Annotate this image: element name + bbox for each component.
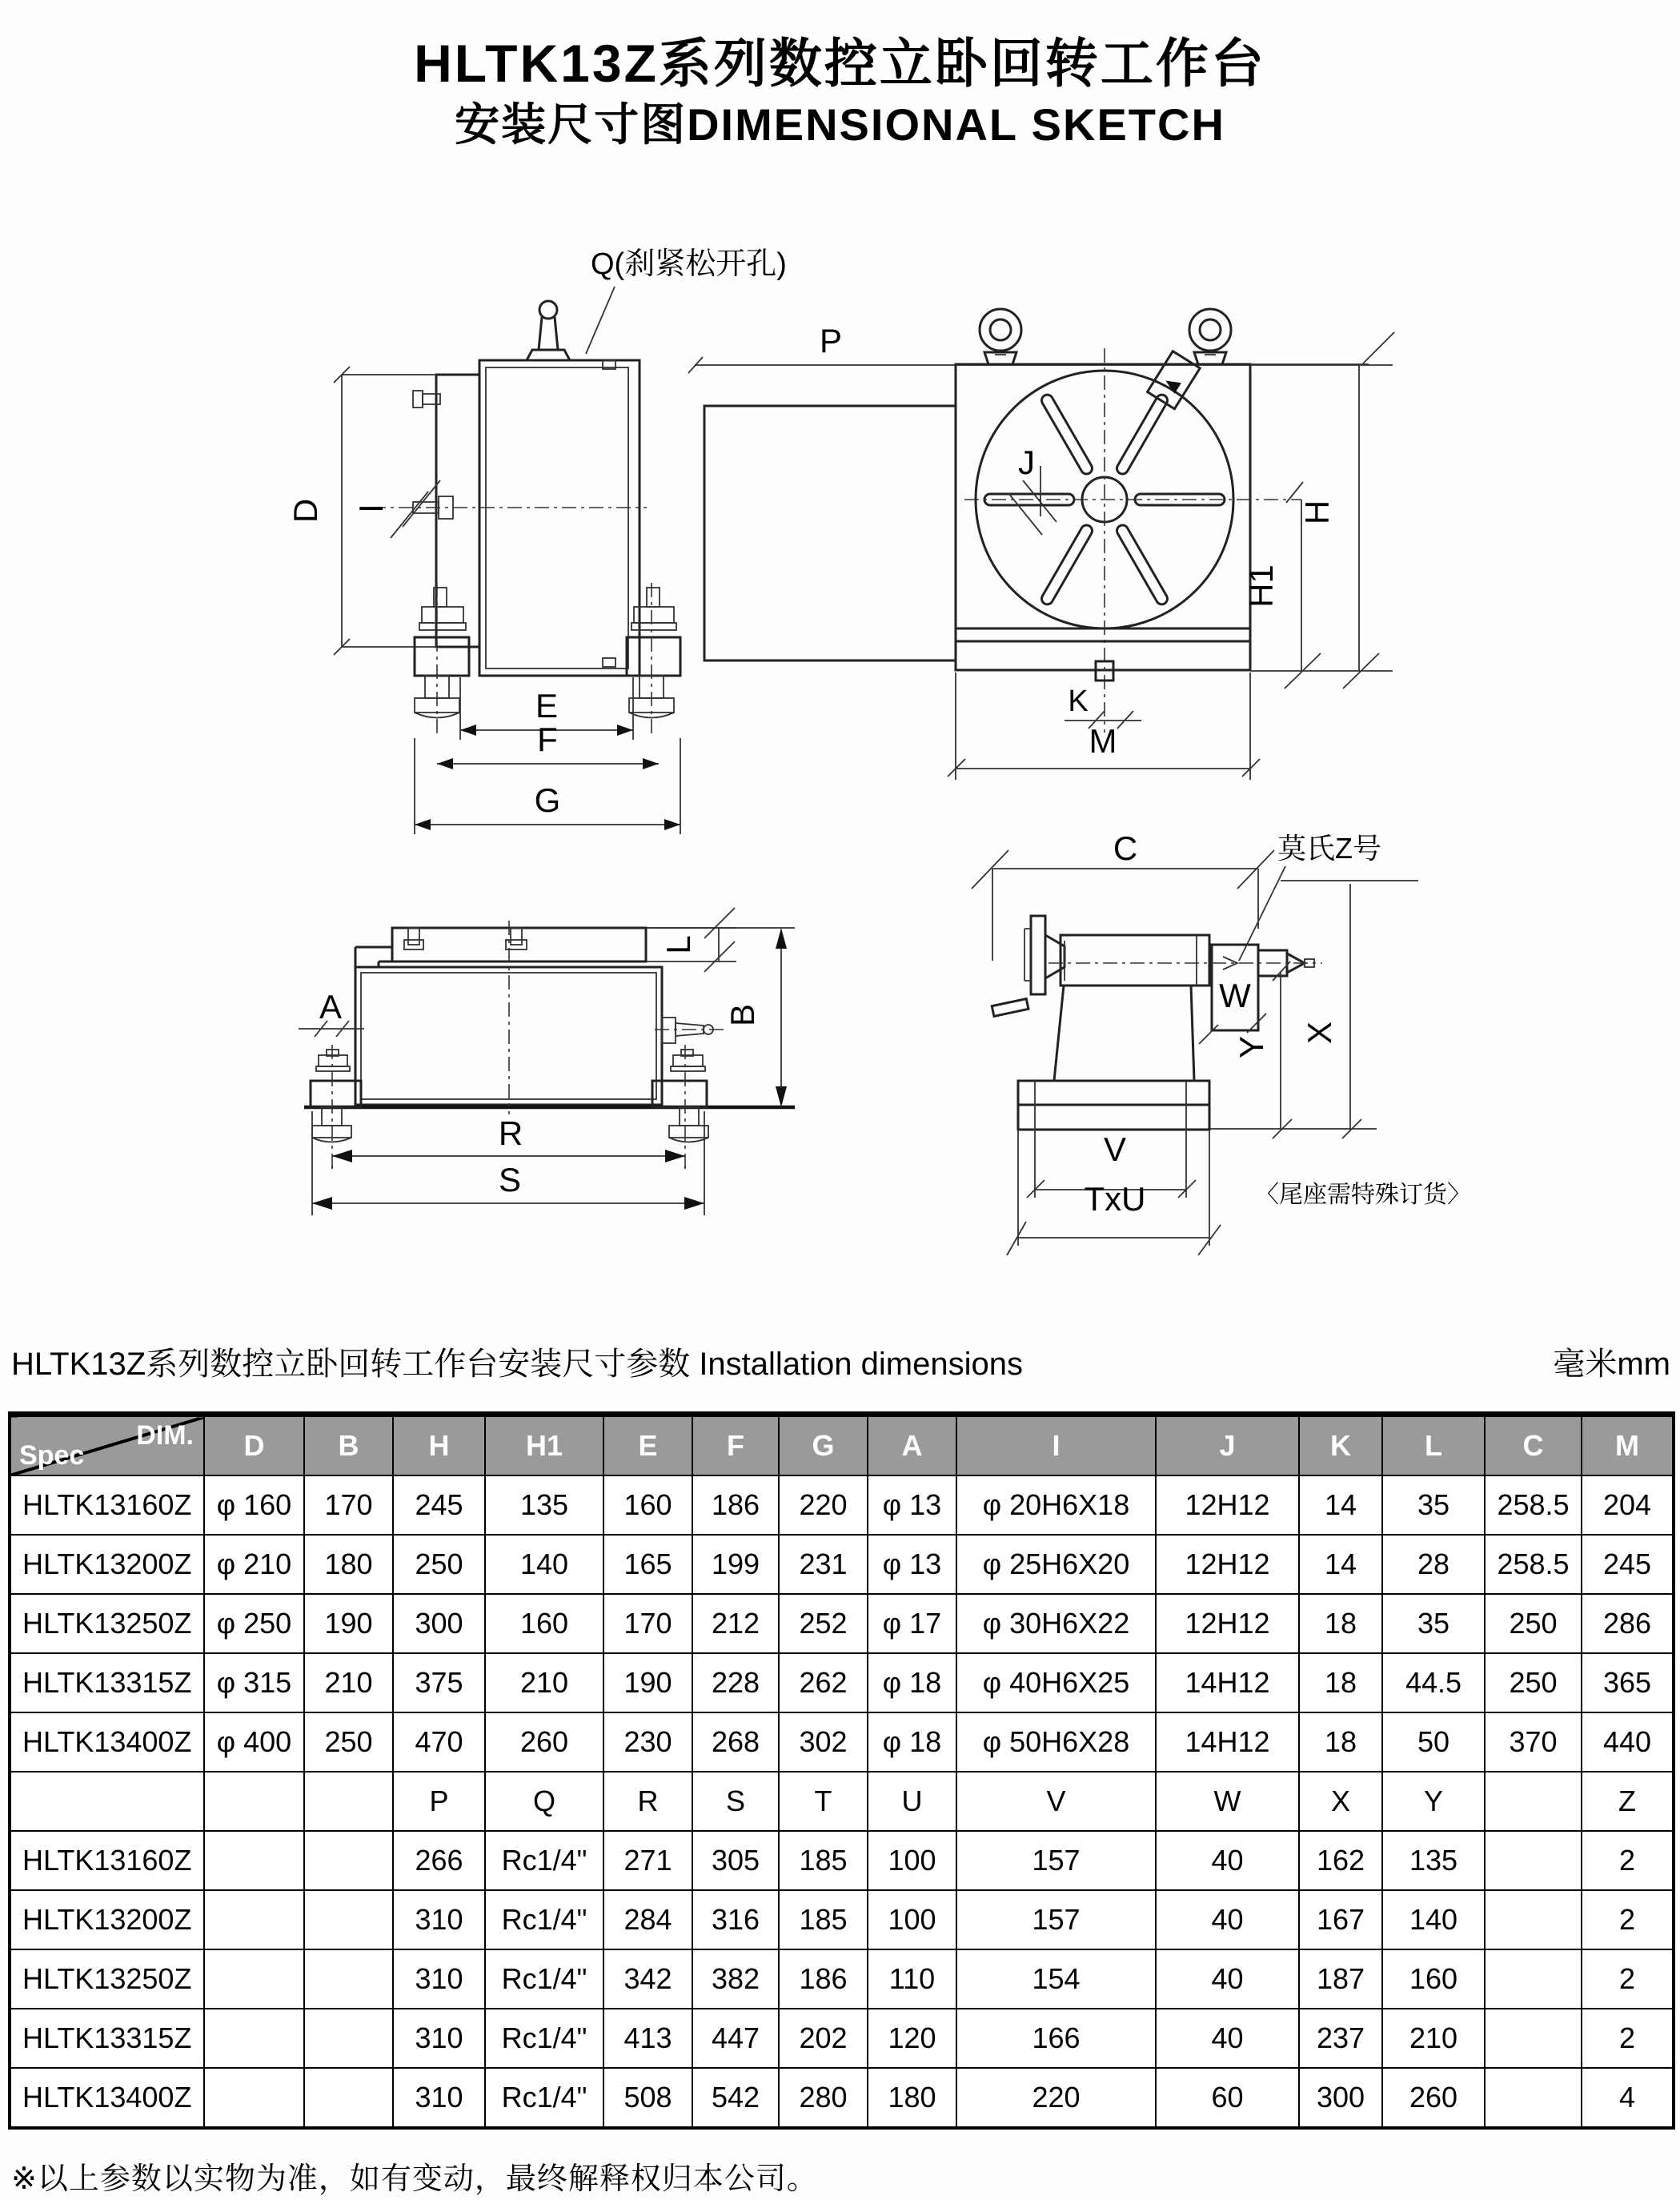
- table-cell: 210: [1382, 2009, 1485, 2068]
- table-cell: 2: [1582, 1949, 1674, 2009]
- table-cell: 166: [956, 2009, 1156, 2068]
- dim-label-txu: TxU: [1084, 1180, 1146, 1218]
- dim-label-d: D: [287, 498, 324, 524]
- table-cell: 14: [1299, 1535, 1382, 1594]
- table-cell: [1485, 2068, 1582, 2128]
- table-cell: φ 250: [204, 1594, 304, 1653]
- table-cell: 262: [779, 1653, 868, 1712]
- table-caption: HLTK13Z系列数控立卧回转工作台安装尺寸参数 Installation dimensions: [11, 1347, 1023, 1382]
- dim-label-m: M: [1089, 722, 1117, 760]
- table-cell: [1485, 1831, 1582, 1890]
- table-cell: φ 18: [868, 1653, 956, 1712]
- column-header: L: [1382, 1415, 1485, 1476]
- unit-label: 毫米mm: [1553, 1347, 1670, 1382]
- table-cell: 542: [692, 2068, 779, 2128]
- table-cell: 190: [603, 1653, 692, 1712]
- table-cell: 250: [393, 1535, 485, 1594]
- base: [1018, 1081, 1209, 1130]
- table-cell: 245: [1582, 1535, 1674, 1594]
- table-cell: [304, 2009, 393, 2068]
- table-cell: 44.5: [1382, 1653, 1485, 1712]
- body-horizontal: [304, 921, 795, 1114]
- corner-spec-label: Spec: [19, 1440, 85, 1471]
- table-cell: 382: [692, 1949, 779, 2009]
- dim-label-a: A: [319, 988, 343, 1026]
- table-cell: 250: [1485, 1653, 1582, 1712]
- column-header: F: [692, 1415, 779, 1476]
- table-cell: 266: [393, 1831, 485, 1890]
- table-cell: φ 400: [204, 1712, 304, 1772]
- table-cell: 180: [304, 1535, 393, 1594]
- spec-cell: HLTK13400Z: [10, 1712, 204, 1772]
- morse-leader-line: [1239, 866, 1418, 961]
- table-cell: 40: [1156, 2009, 1299, 2068]
- table-cell: 342: [603, 1949, 692, 2009]
- c-dimension: [972, 829, 1274, 961]
- table-cell: 40: [1156, 1831, 1299, 1890]
- table-row: [10, 2009, 1674, 2068]
- clamp-handle: [527, 301, 570, 360]
- table-cell: 375: [393, 1653, 485, 1712]
- mid-column-header: R: [603, 1772, 692, 1831]
- table-cell: φ 30H6X22: [956, 1594, 1156, 1653]
- table-cell: 100: [868, 1831, 956, 1890]
- side-housing: [704, 406, 956, 660]
- table-cell: 204: [1582, 1475, 1674, 1535]
- table-cell: 18: [1299, 1594, 1382, 1653]
- dim-label-w: W: [1219, 977, 1251, 1014]
- table-cell: φ 20H6X18: [956, 1475, 1156, 1535]
- column-header: I: [956, 1415, 1156, 1476]
- table-cell: [204, 1949, 304, 2009]
- table-cell: 271: [603, 1831, 692, 1890]
- q-hole-label: Q(刹紧松开孔): [591, 247, 787, 281]
- table-cell: Rc1/4": [485, 2009, 603, 2068]
- table-cell: 210: [485, 1653, 603, 1712]
- table-row: [10, 1831, 1674, 1890]
- table-cell: Rc1/4": [485, 2068, 603, 2128]
- table-section-2: [10, 1831, 1674, 2128]
- table-cell: 185: [779, 1831, 868, 1890]
- dim-label-h: H: [1298, 500, 1336, 525]
- dim-label-s: S: [498, 1161, 522, 1198]
- table-cell: 14H12: [1156, 1712, 1299, 1772]
- table-cell: 12H12: [1156, 1475, 1299, 1535]
- handwheel: [992, 916, 1065, 1016]
- table-cell: 470: [393, 1712, 485, 1772]
- table-cell: [304, 1831, 393, 1890]
- mid-header-spacer: [10, 1772, 204, 1831]
- spec-cell: HLTK13250Z: [10, 1594, 204, 1653]
- dim-label-g: G: [534, 781, 561, 819]
- drawing-front-view: [688, 288, 1680, 849]
- spec-cell: HLTK13250Z: [10, 1949, 204, 2009]
- column-header: G: [779, 1415, 868, 1476]
- table-cell: 268: [692, 1712, 779, 1772]
- spec-cell: HLTK13315Z: [10, 2009, 204, 2068]
- mid-column-header: [1485, 1772, 1582, 1831]
- dim-label-i: I: [352, 504, 390, 513]
- table-cell: 2: [1582, 1890, 1674, 1949]
- table-row: [10, 1712, 1674, 1772]
- dim-label-h1: H1: [1242, 564, 1280, 608]
- table-cell: 180: [868, 2068, 956, 2128]
- mid-column-header: Y: [1382, 1772, 1485, 1831]
- table-cell: 280: [779, 2068, 868, 2128]
- table-cell: 260: [485, 1712, 603, 1772]
- mid-column-header: [304, 1772, 393, 1831]
- table-cell: 14: [1299, 1475, 1382, 1535]
- dim-label-e: E: [535, 687, 559, 725]
- table-cell: 154: [956, 1949, 1156, 2009]
- table-cell: 310: [393, 1890, 485, 1949]
- mid-column-header: Q: [485, 1772, 603, 1831]
- table-cell: 310: [393, 2009, 485, 2068]
- spec-cell: HLTK13200Z: [10, 1890, 204, 1949]
- eye-bolt-left: [980, 309, 1021, 364]
- mid-column-header: U: [868, 1772, 956, 1831]
- table-cell: Rc1/4": [485, 1890, 603, 1949]
- column-header: K: [1299, 1415, 1382, 1476]
- table-cell: 310: [393, 1949, 485, 2009]
- table-cell: 310: [393, 2068, 485, 2128]
- q-leader-line: [586, 287, 615, 354]
- table-row: [10, 1653, 1674, 1712]
- table-cell: 157: [956, 1831, 1156, 1890]
- table-cell: 135: [1382, 1831, 1485, 1890]
- corner-dim-label: DIM.: [136, 1420, 194, 1451]
- table-cell: [204, 1831, 304, 1890]
- table-cell: 302: [779, 1712, 868, 1772]
- table-cell: [1485, 1949, 1582, 2009]
- i-dimension: [352, 480, 440, 538]
- dim-label-v: V: [1103, 1130, 1127, 1168]
- table-cell: 2: [1582, 1831, 1674, 1890]
- table-cell: 440: [1582, 1712, 1674, 1772]
- table-cell: 167: [1299, 1890, 1382, 1949]
- table-cell: 370: [1485, 1712, 1582, 1772]
- table-cell: 14H12: [1156, 1653, 1299, 1712]
- table-row: [10, 1890, 1674, 1949]
- table-cell: [304, 1949, 393, 2009]
- table-cell: 186: [692, 1475, 779, 1535]
- table-cell: 12H12: [1156, 1535, 1299, 1594]
- table-cell: 50: [1382, 1712, 1485, 1772]
- table-cell: [1485, 1890, 1582, 1949]
- table-cell: 2: [1582, 2009, 1674, 2068]
- table-cell: 35: [1382, 1594, 1485, 1653]
- table-cell: 305: [692, 1831, 779, 1890]
- l-dimension: [646, 908, 736, 972]
- mid-header-row: [10, 1772, 1674, 1831]
- table-cell: φ 13: [868, 1475, 956, 1535]
- spec-cell: HLTK13315Z: [10, 1653, 204, 1712]
- morse-taper-label: 莫氏Z号: [1277, 832, 1381, 865]
- side-shaft: [655, 1018, 724, 1043]
- m-dimension: [948, 672, 1260, 780]
- table-cell: 258.5: [1485, 1535, 1582, 1594]
- table-cell: 220: [956, 2068, 1156, 2128]
- table-cell: 160: [485, 1594, 603, 1653]
- mid-column-header: P: [393, 1772, 485, 1831]
- table-cell: 228: [692, 1653, 779, 1712]
- dim-label-j: J: [1018, 444, 1035, 481]
- table-cell: [204, 1890, 304, 1949]
- dim-label-x: X: [1301, 1021, 1338, 1045]
- spec-cell: HLTK13200Z: [10, 1535, 204, 1594]
- dim-label-l: L: [660, 935, 697, 954]
- table-body: [436, 360, 640, 676]
- table-cell: 165: [603, 1535, 692, 1594]
- dim-label-p: P: [819, 322, 843, 359]
- mid-column-header: S: [692, 1772, 779, 1831]
- table-cell: [204, 2068, 304, 2128]
- corner-cell: [10, 1415, 204, 1476]
- table-cell: 190: [304, 1594, 393, 1653]
- table-cell: 250: [304, 1712, 393, 1772]
- table-cell: 170: [603, 1594, 692, 1653]
- dim-label-k: K: [1068, 684, 1089, 718]
- table-cell: 40: [1156, 1890, 1299, 1949]
- table-row: [10, 1475, 1674, 1535]
- drawing-horizontal-side-view: [288, 905, 808, 1241]
- table-cell: 60: [1156, 2068, 1299, 2128]
- table-cell: 237: [1299, 2009, 1382, 2068]
- table-cell: 4: [1582, 2068, 1674, 2128]
- table-cell: 186: [779, 1949, 868, 2009]
- column-header: A: [868, 1415, 956, 1476]
- table-cell: 187: [1299, 1949, 1382, 2009]
- mid-column-header: V: [956, 1772, 1156, 1831]
- drawing-tailstock-view: [944, 829, 1680, 1281]
- table-row: [10, 2068, 1674, 2128]
- mid-column-header: [204, 1772, 304, 1831]
- column-header: J: [1156, 1415, 1299, 1476]
- table-cell: 286: [1582, 1594, 1674, 1653]
- table-cell: 170: [304, 1475, 393, 1535]
- column-header: E: [603, 1415, 692, 1476]
- table-cell: φ 25H6X20: [956, 1535, 1156, 1594]
- table-cell: φ 18: [868, 1712, 956, 1772]
- tailstock-note: 〈尾座需特殊订货〉: [1255, 1182, 1471, 1208]
- mid-column-header: T: [779, 1772, 868, 1831]
- column-header: H: [393, 1415, 485, 1476]
- table-cell: 110: [868, 1949, 956, 2009]
- table-cell: 12H12: [1156, 1594, 1299, 1653]
- table-row: [10, 1949, 1674, 2009]
- table-row: [10, 1594, 1674, 1653]
- table-cell: 413: [603, 2009, 692, 2068]
- dim-label-r: R: [498, 1114, 523, 1152]
- table-front-body: [956, 364, 1250, 670]
- table-cell: 140: [485, 1535, 603, 1594]
- table-cell: 202: [779, 2009, 868, 2068]
- table-cell: 230: [603, 1712, 692, 1772]
- table-cell: [304, 1890, 393, 1949]
- table-cell: 316: [692, 1890, 779, 1949]
- spec-cell: HLTK13160Z: [10, 1475, 204, 1535]
- column-header: B: [304, 1415, 393, 1476]
- spec-cell: HLTK13400Z: [10, 2068, 204, 2128]
- eye-bolt-right: [1189, 309, 1231, 364]
- table-cell: 162: [1299, 1831, 1382, 1890]
- table-cell: 120: [868, 2009, 956, 2068]
- mid-column-header: X: [1299, 1772, 1382, 1831]
- table-cell: φ 315: [204, 1653, 304, 1712]
- table-cell: 212: [692, 1594, 779, 1653]
- dim-label-f: F: [537, 721, 558, 758]
- table-cell: φ 17: [868, 1594, 956, 1653]
- table-cell: 18: [1299, 1653, 1382, 1712]
- footnote: ※以上参数以实物为准，如有变动，最终解释权归本公司。: [11, 2162, 818, 2196]
- table-cell: 508: [603, 2068, 692, 2128]
- table-cell: 284: [603, 1890, 692, 1949]
- table-cell: 140: [1382, 1890, 1485, 1949]
- table-cell: Rc1/4": [485, 1949, 603, 2009]
- table-cell: 220: [779, 1475, 868, 1535]
- flange-bolts: [413, 391, 453, 519]
- table-cell: 258.5: [1485, 1475, 1582, 1535]
- table-cell: [304, 2068, 393, 2128]
- table-cell: 100: [868, 1890, 956, 1949]
- page-subtitle: 安装尺寸图DIMENSIONAL SKETCH: [455, 99, 1225, 150]
- column-header: D: [204, 1415, 304, 1476]
- table-cell: φ 50H6X28: [956, 1712, 1156, 1772]
- table-cell: 210: [304, 1653, 393, 1712]
- mid-column-header: W: [1156, 1772, 1299, 1831]
- h-dimension: [1250, 364, 1393, 689]
- table-cell: 160: [1382, 1949, 1485, 2009]
- table-cell: 40: [1156, 1949, 1299, 2009]
- w-dimension: [1199, 977, 1266, 1044]
- dim-label-y: Y: [1233, 1035, 1270, 1059]
- table-cell: [204, 2009, 304, 2068]
- installation-dimensions-table: [8, 1411, 1675, 2130]
- table-cell: 300: [393, 1594, 485, 1653]
- table-cell: 157: [956, 1890, 1156, 1949]
- table-cell: [1485, 2009, 1582, 2068]
- table-cell: 252: [779, 1594, 868, 1653]
- k-dimension: [1065, 661, 1141, 729]
- dim-label-b: B: [724, 1003, 761, 1027]
- table-cell: 447: [692, 2009, 779, 2068]
- mid-column-header: Z: [1582, 1772, 1674, 1831]
- table-cell: 18: [1299, 1712, 1382, 1772]
- dim-label-c: C: [1113, 829, 1138, 867]
- header-row: [10, 1415, 1674, 1476]
- table-plate: [355, 928, 646, 967]
- table-cell: φ 40H6X25: [956, 1653, 1156, 1712]
- table-row: [10, 1535, 1674, 1594]
- table-cell: 260: [1382, 2068, 1485, 2128]
- table-cell: φ 160: [204, 1475, 304, 1535]
- table-cell: 245: [393, 1475, 485, 1535]
- table-cell: 135: [485, 1475, 603, 1535]
- table-cell: 185: [779, 1890, 868, 1949]
- column-header: C: [1485, 1415, 1582, 1476]
- table-cell: φ 210: [204, 1535, 304, 1594]
- table-cell: 28: [1382, 1535, 1485, 1594]
- j-dimension: [1008, 444, 1057, 535]
- table-cell: 231: [779, 1535, 868, 1594]
- table-cell: φ 13: [868, 1535, 956, 1594]
- table-cell: 300: [1299, 2068, 1382, 2128]
- spec-cell: HLTK13160Z: [10, 1831, 204, 1890]
- column-header: M: [1582, 1415, 1674, 1476]
- table-cell: 199: [692, 1535, 779, 1594]
- table-cell: 160: [603, 1475, 692, 1535]
- column-header: H1: [485, 1415, 603, 1476]
- page-title: HLTK13Z系列数控立卧回转工作台: [414, 34, 1266, 93]
- table-cell: 250: [1485, 1594, 1582, 1653]
- table-section-1: [10, 1475, 1674, 1772]
- table-cell: Rc1/4": [485, 1831, 603, 1890]
- table-cell: 35: [1382, 1475, 1485, 1535]
- table-cell: 365: [1582, 1653, 1674, 1712]
